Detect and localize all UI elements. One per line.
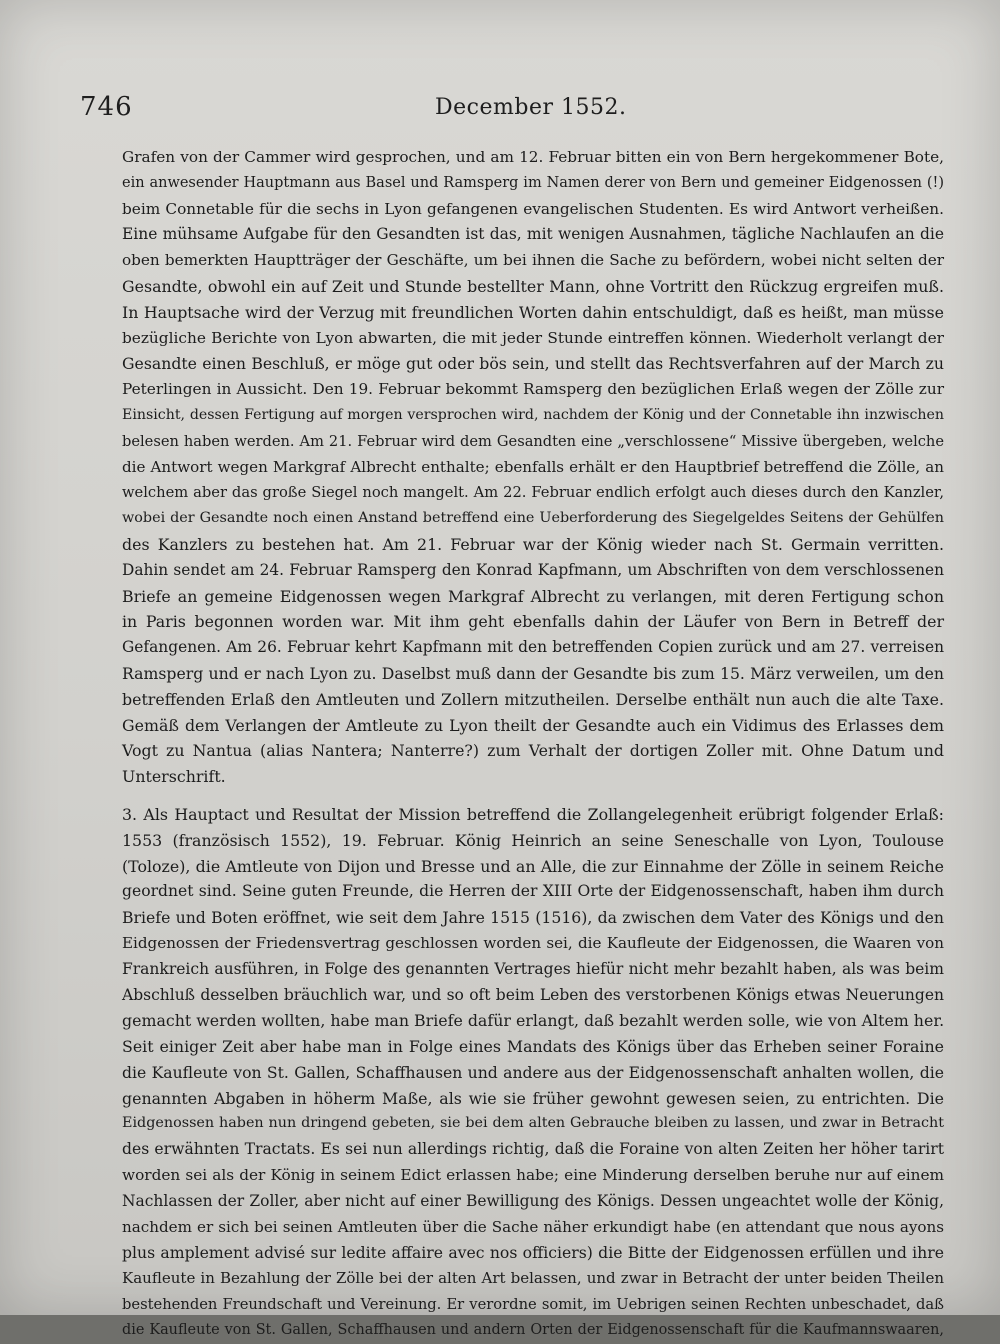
text-line: plus amplement advisé sur ledite affaire avec nos officiers) die Bitte der Eidgenossen erfüllen und ihre [122,1243,944,1263]
text-line: welchem aber das große Siegel noch mangelt. Am 22. Februar endlich erfolgt auch dieses durch den Kanzler, [122,484,944,502]
text-line: ein anwesender Hauptmann aus Basel und Ramsperg im Namen derer von Bern und gemeiner Eidgenossen (!) [122,174,944,191]
paragraph-1 [122,145,944,790]
page-header [80,92,900,132]
text-line: die Kaufleute von St. Gallen, Schaffhausen und andern Orten der Eidgenossenschaft für die Kaufmannswaaren, [122,1321,944,1338]
text-line: in Paris begonnen worden war. Mit ihm geht ebenfalls dahin der Läufer von Bern in Betreff der [122,612,944,632]
text-line: Grafen von der Cammer wird gesprochen, und am 12. Februar bitten ein von Bern hergekommener Bote, [122,148,944,166]
text-line: Gemäß dem Verlangen der Amtleute zu Lyon theilt der Gesandte auch ein Vidimus des Erlasses dem [122,715,944,735]
text-line: Vogt zu Nantua (alias Nantera; Nanterre?) zum Verhalt der dortigen Zoller mit. Ohne Datum und [122,741,944,761]
body-text [122,145,944,1344]
text-line: Briefe und Boten eröffnet, wie seit dem Jahre 1515 (1516), da zwischen dem Vater des Königs und den [122,908,944,928]
text-line: die Antwort wegen Markgraf Albrecht enthalte; ebenfalls erhält er den Hauptbrief betreffend die Zölle, an [122,457,944,476]
text-line: gemacht werden wollten, habe man Briefe dafür erlangt, daß bezahlt werden solle, wie von Altem her. [122,1011,945,1031]
text-line: Abschluß desselben bräuchlich war, und so oft beim Leben des verstorbenen Königs etwas Neuerungen [122,985,944,1004]
text-line: belesen haben werden. Am 21. Februar wird dem Gesandten eine „verschlossene“ Missive übergeben, welche [122,432,944,450]
text-line: genannten Abgaben in höherm Maße, als wie sie früher gewohnt gewesen seien, zu entrichten. Die [122,1088,944,1108]
text-line: Frankreich ausführen, in Folge des genannten Vertrages hiefür nicht mehr bezahlt haben, als was beim [122,959,944,978]
text-line: die Kaufleute von St. Gallen, Schaffhausen und andere aus der Eidgenossenschaft anhalten wollen, die [122,1062,944,1082]
text-line: In Hauptsache wird der Verzug mit freundlichen Worten dahin entschuldigt, daß es heißt, man müsse [122,302,944,322]
text-line: (Toloze), die Amtleute von Dijon und Bresse und an Alle, die zur Einnahme der Zölle in seinem Reiche [122,856,944,876]
text-line: des erwähnten Tractats. Es sei nun allerdings richtig, daß die Foraine von alten Zeiten her höher tarirt [122,1140,944,1159]
text-line: Eidgenossen der Friedensvertrag geschlossen worden sei, die Kaufleute der Eidgenossen, die Waaren von [122,933,944,952]
text-line: worden sei als der König in seinem Edict erlassen habe; eine Minderung derselben beruhe nur auf einem [122,1166,944,1185]
text-line: Dahin sendet am 24. Februar Ramsperg den Konrad Kapfmann, um Abschriften von dem verschlossenen [122,560,944,579]
text-line: Peterlingen in Aussicht. Den 19. Februar bekommt Ramsperg den bezüglichen Erlaß wegen der Zölle zur [122,380,944,399]
text-line: nachdem er sich bei seinen Amtleuten über die Sache näher erkundigt habe (en attendant que nous ayons [122,1217,944,1236]
text-line: beim Connetable für die sechs in Lyon gefangenen evangelischen Studenten. Es wird Antwort verheißen. [122,199,944,218]
text-line: Briefe an gemeine Eidgenossen wegen Markgraf Albrecht zu verlangen, mit deren Fertigung schon [122,586,944,606]
text-line: des Kanzlers zu bestehen hat. Am 21. Februar war der König wieder nach St. Germain verritten. [122,534,944,554]
paragraph-gap [122,790,944,802]
text-line: Ramsperg und er nach Lyon zu. Daselbst muß dann der Gesandte bis zum 15. März verweilen, um den [122,663,944,683]
text-line: Kaufleute in Bezahlung der Zölle bei der alten Art belassen, und zwar in Betracht der unter beiden Theilen [122,1269,944,1288]
text-line: oben bemerkten Hauptträger der Geschäfte, um bei ihnen die Sache zu befördern, wobei nicht selten der [122,251,944,270]
page-number: 746 [80,92,133,122]
text-line: 3. Als Hauptact und Resultat der Mission betreffend die Zollangelegenheit erübrigt folgender Erlaß: [122,804,944,824]
text-line: bestehenden Freundschaft und Vereinung. Er verordne somit, im Uebrigen seinen Rechten unbeschadet, daß [122,1296,944,1314]
text-line: Eine mühsame Aufgabe für den Gesandten ist das, mit wenigen Ausnahmen, tägliche Nachlaufen an die [122,225,944,244]
text-line: Nachlassen der Zoller, aber nicht auf einer Bewilligung des Königs. Dessen ungeachtet wolle der König, [122,1191,944,1210]
text-line: Gesandte einen Beschluß, er möge gut oder bös sein, und stellt das Rechtsverfahren auf der March zu [122,354,944,374]
text-line: betreffenden Erlaß den Amtleuten und Zollern mitzutheilen. Derselbe enthält nun auch die alte Taxe. [122,689,944,709]
text-line: bezügliche Berichte von Lyon abwarten, die mit jeder Stunde eintreffen können. Wiederholt verlangt der [122,328,944,347]
text-line: Einsicht, dessen Fertigung auf morgen versprochen wird, nachdem der König und der Connetable ihn inzwischen [122,406,944,423]
text-line: Gesandte, obwohl ein auf Zeit und Stunde bestellter Mann, ohne Vortritt den Rückzug ergreifen muß. [122,276,944,296]
text-line: Gefangenen. Am 26. Februar kehrt Kapfmann mit den betreffenden Copien zurück und am 27. verreisen [122,638,944,657]
text-line: geordnet sind. Seine guten Freunde, die Herren der XIII Orte der Eidgenossenschaft, haben ihm durch [122,882,944,901]
paragraph-2 [122,802,944,1344]
text-line: Eidgenossen haben nun dringend gebeten, sie bei dem alten Gebrauche bleiben zu lassen, und zwar in Betracht [122,1115,944,1132]
text-line: Seit einiger Zeit aber habe man in Folge eines Mandats des Königs über das Erheben seiner Foraine [122,1037,944,1057]
text-line: 1553 (französisch 1552), 19. Februar. König Heinrich an seine Seneschalle von Lyon, Toulouse [122,830,944,850]
text-line: Unterschrift. [122,767,226,787]
text-line: wobei der Gesandte noch einen Anstand betreffend eine Ueberforderung des Siegelgeldes Seitens der Gehülfen [122,510,944,527]
running-head: December 1552. [435,95,627,120]
